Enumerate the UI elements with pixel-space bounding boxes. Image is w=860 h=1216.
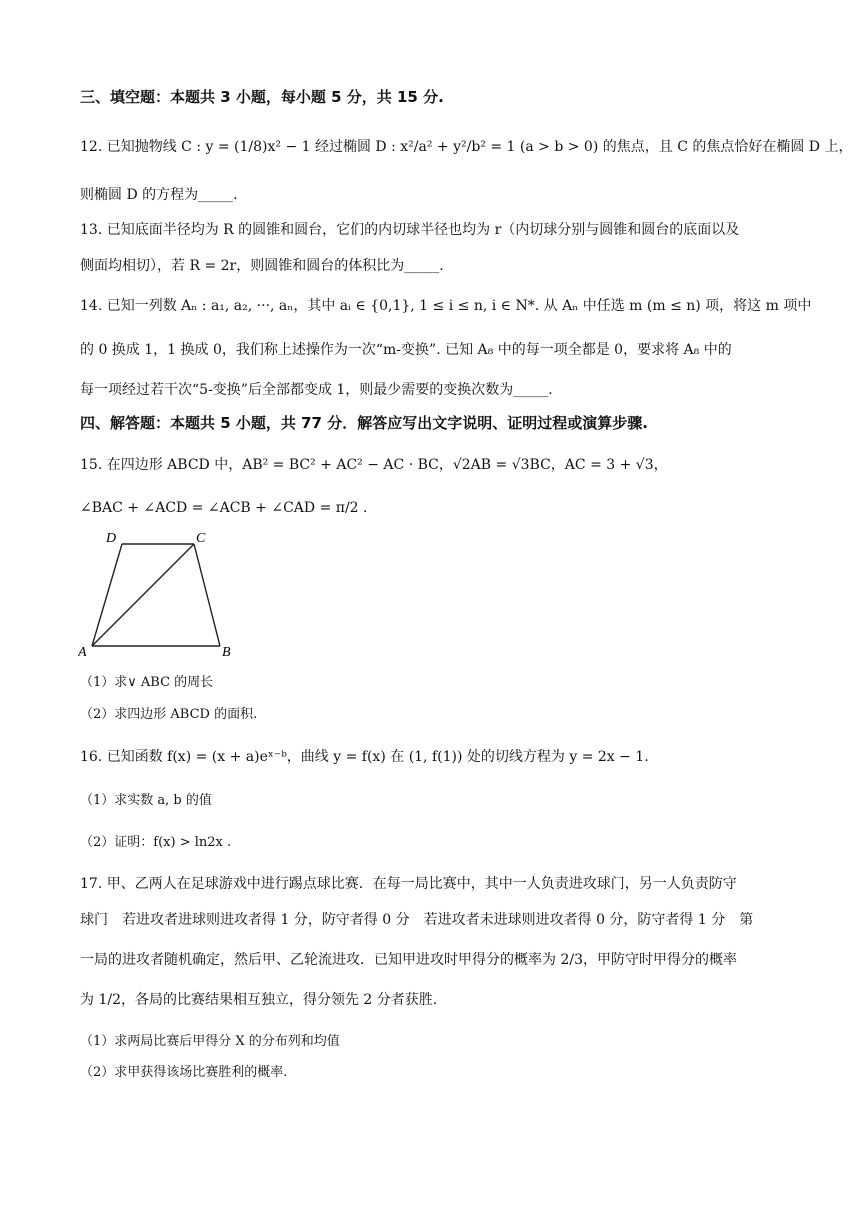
question-14-line-2: 的 0 换成 1，1 换成 0，我们称上述操作为一次“m-变换”. 已知 A₈ 中的每一项全都是 0，要求将 A₈ 中的	[80, 342, 732, 358]
section-4-heading: 四、解答题：本题共 5 小题，共 77 分．解答应写出文字说明、证明过程或演算步骤.	[80, 414, 648, 432]
question-17-part-2: （2）求甲获得该场比赛胜利的概率.	[80, 1065, 288, 1080]
question-16-part-2: （2）证明：f(x) > ln2x .	[80, 835, 232, 850]
question-15-part-2: （2）求四边形 ABCD 的面积.	[80, 707, 258, 722]
vertex-label-c: C	[196, 531, 206, 546]
question-15-line-2: ∠BAC + ∠ACD = ∠ACB + ∠CAD = π/2 .	[80, 500, 368, 516]
question-12-line-2: 则椭圆 D 的方程为_____.	[80, 187, 238, 203]
question-15-line-1: 15. 在四边形 ABCD 中，AB² = BC² + AC² − AC · BC，√2AB = √3BC，AC = 3 + √3，	[80, 457, 668, 473]
question-17-line-3: 一局的进攻者随机确定，然后甲、乙轮流进攻．已知甲进攻时甲得分的概率为 2/3，甲防守时甲得分的概率	[80, 952, 737, 968]
question-13-line-1: 13. 已知底面半径均为 R 的圆锥和圆台，它们的内切球半径也均为 r（内切球分别与圆锥和圆台的底面以及	[80, 222, 740, 238]
question-13-line-2: 侧面均相切），若 R = 2r，则圆锥和圆台的体积比为_____.	[80, 258, 444, 274]
question-17-line-1: 17. 甲、乙两人在足球游戏中进行踢点球比赛．在每一局比赛中，其中一人负责进攻球门，另一人负责防守	[80, 876, 737, 892]
question-17-line-4: 为 1/2，各局的比赛结果相互独立，得分领先 2 分者获胜.	[80, 992, 438, 1008]
quadrilateral-figure	[78, 530, 248, 660]
question-16-line-1: 16. 已知函数 f(x) = (x + a)eˣ⁻ᵇ，曲线 y = f(x) 在 (1, f(1)) 处的切线方程为 y = 2x − 1.	[80, 749, 649, 765]
section-3-heading: 三、填空题：本题共 3 小题，每小题 5 分，共 15 分.	[80, 88, 444, 106]
side-bc	[194, 544, 220, 646]
question-16-part-1: （1）求实数 a, b 的值	[80, 793, 212, 808]
question-14-line-1: 14. 已知一列数 Aₙ : a₁, a₂, ···, aₙ，其中 aᵢ ∈ {0,1}, 1 ≤ i ≤ n, i ∈ N*. 从 Aₙ 中任选 m (m ≤ n) 项，将这 m 项中	[80, 298, 812, 314]
vertex-label-d: D	[106, 531, 117, 546]
vertex-label-b: B	[222, 645, 231, 660]
vertex-label-a: A	[78, 645, 87, 660]
question-15-part-1: （1）求∨ ABC 的周长	[80, 675, 214, 690]
question-17-line-2: 球门 若进攻者进球则进攻者得 1 分，防守者得 0 分 若进攻者未进球则进攻者得 0 分，防守者得 1 分 第	[80, 912, 754, 928]
question-12-line-1: 12. 已知抛物线 C : y = (1/8)x² − 1 经过椭圆 D : x²/a² + y²/b² = 1 (a > b > 0) 的焦点，且 C 的焦点恰好在椭圆 D 上，	[80, 139, 853, 155]
question-17-part-1: （1）求两局比赛后甲得分 X 的分布列和均值	[80, 1034, 340, 1049]
question-14-line-3: 每一项经过若干次“5-变换”后全部都变成 1，则最少需要的变换次数为_____.	[80, 382, 553, 398]
